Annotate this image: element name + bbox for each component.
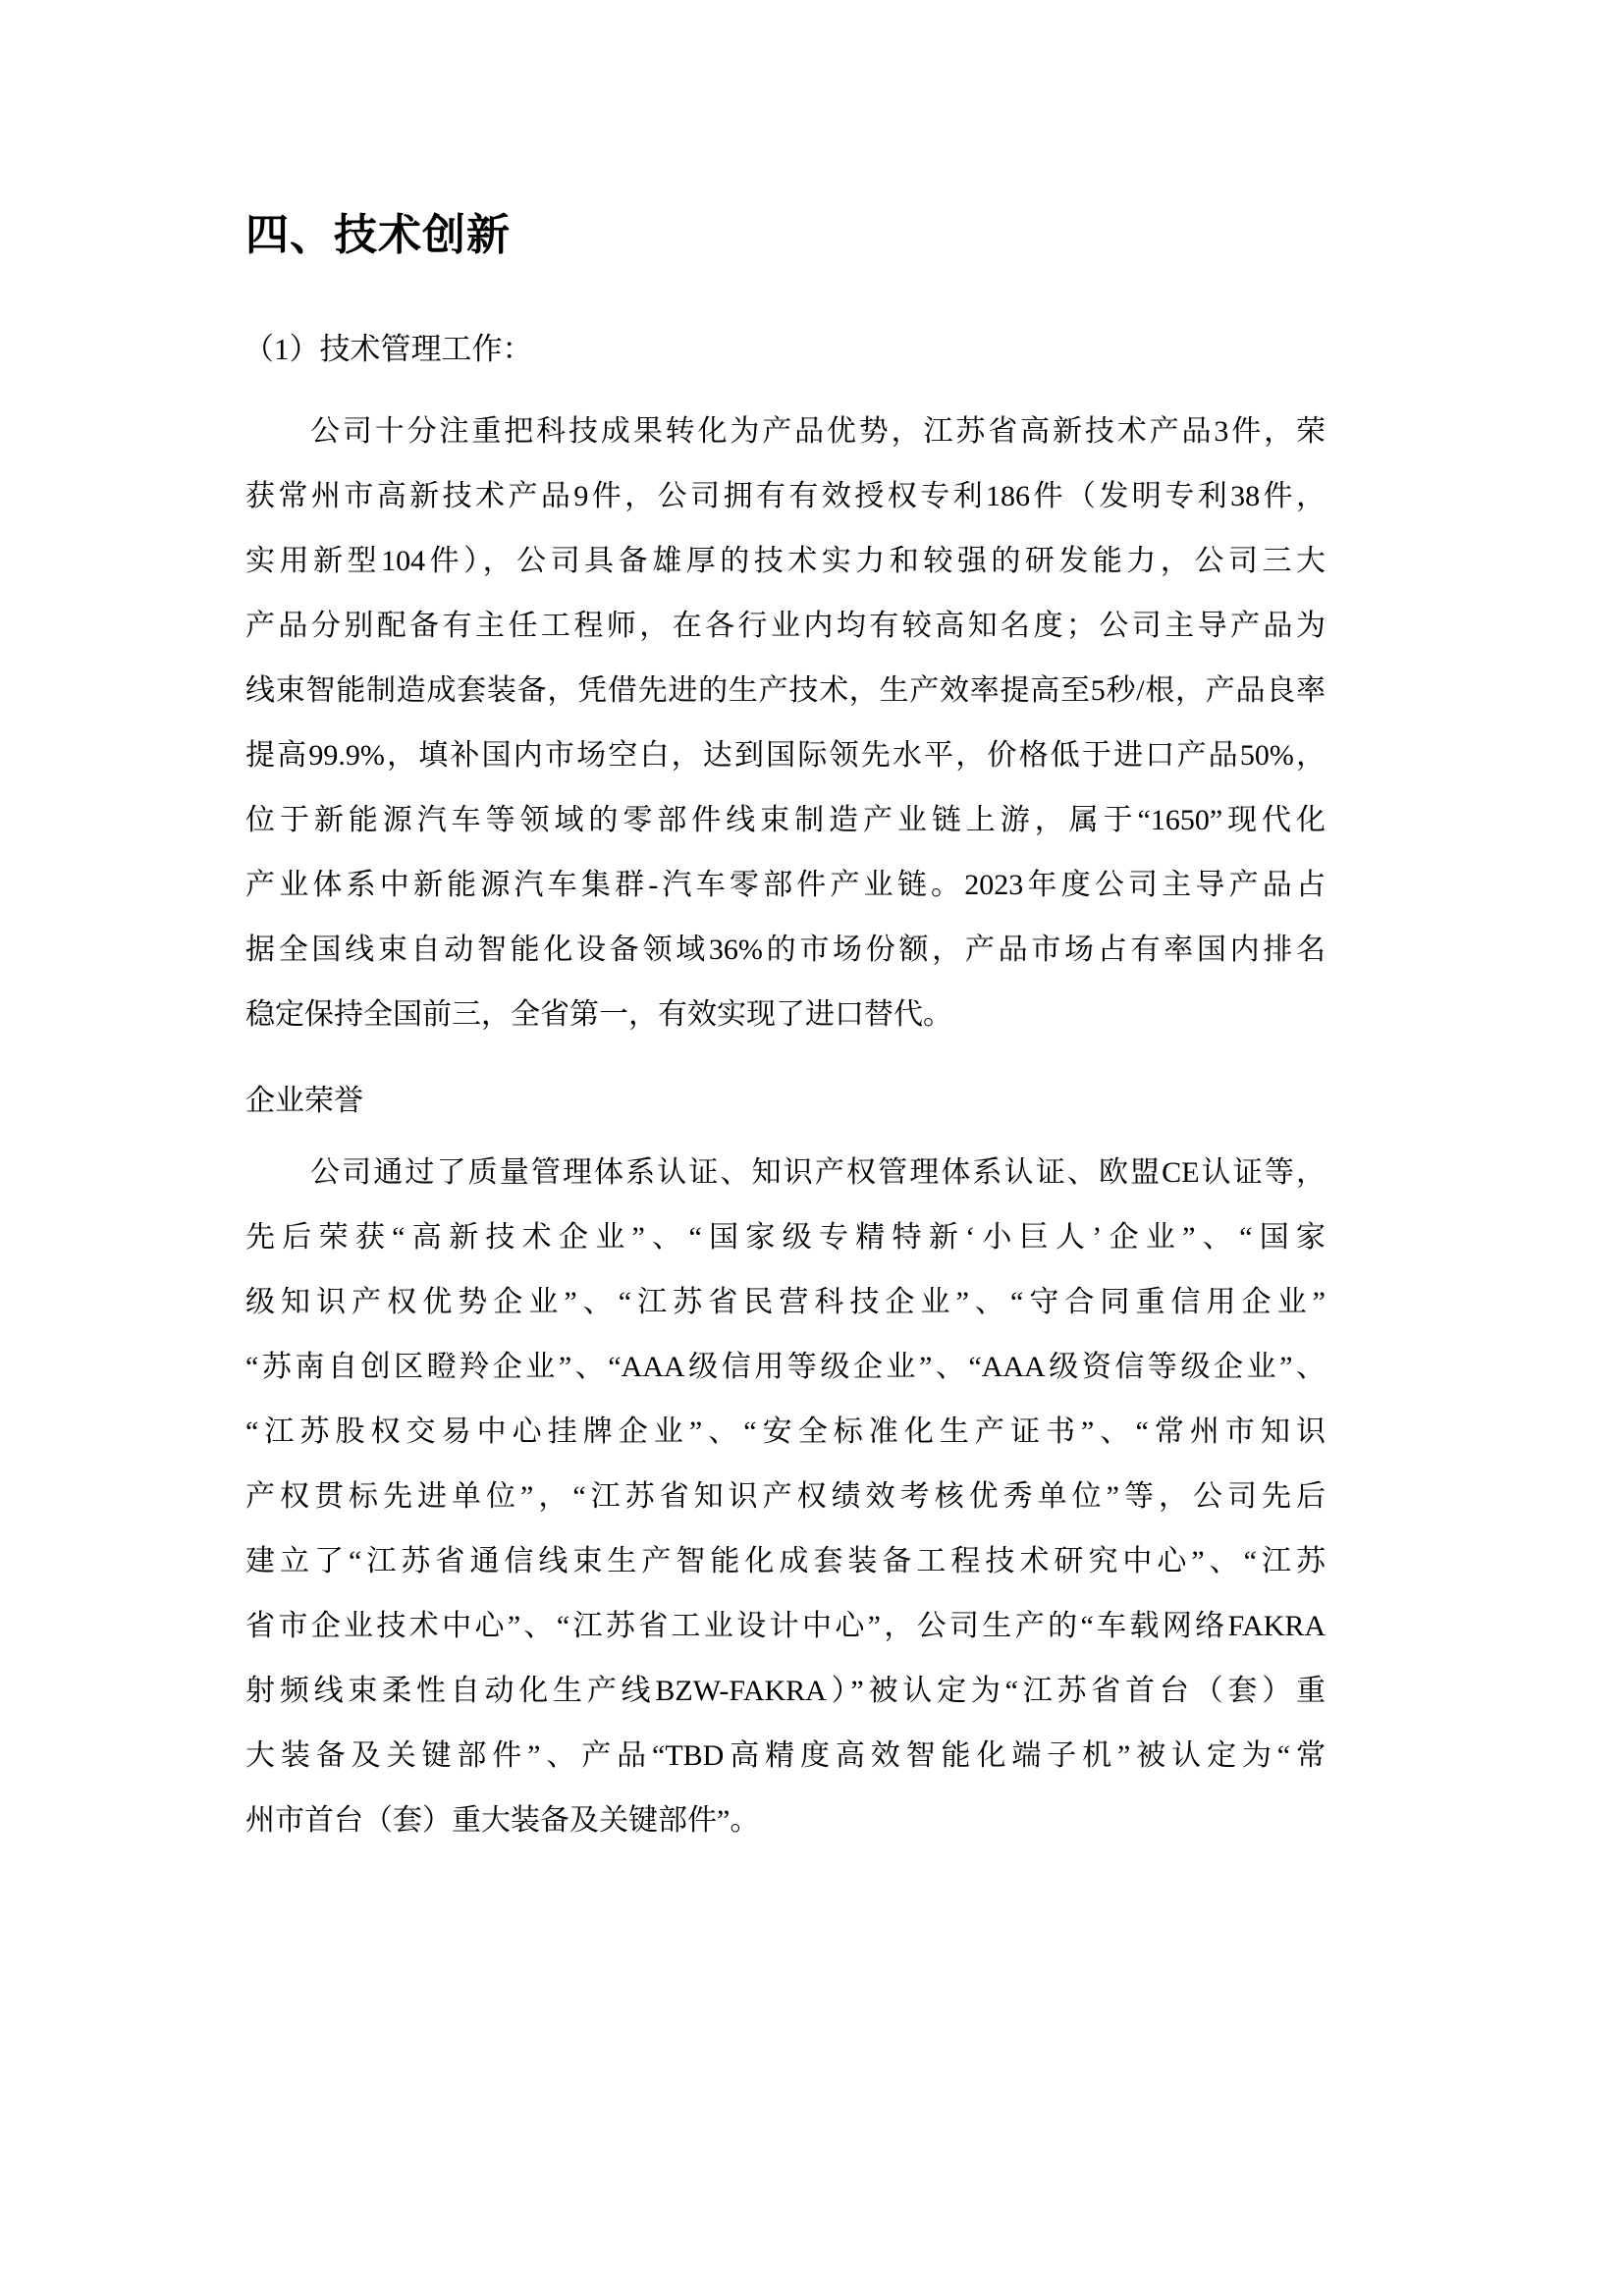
paragraph-line: 稳定保持全国前三，全省第一，有效实现了进口替代。 [245, 998, 952, 1031]
paragraph-line: “江苏股权交易中心挂牌企业”、“安全标准化生产证书”、“常州市知识 [245, 1415, 1326, 1448]
section-heading: 四、技术创新 [245, 211, 511, 259]
paragraph-line: 线束智能制造成套装备，凭借先进的生产技术，生产效率提高至5秒/根，产品良率 [245, 674, 1326, 707]
paragraph-line: 先后荣获“高新技术企业”、“国家级专精特新‘小巨人’企业”、“国家 [245, 1221, 1326, 1254]
paragraph-line: 公司通过了质量管理体系认证、知识产权管理体系认证、欧盟CE认证等， [310, 1156, 1326, 1189]
paragraph-line: 位于新能源汽车等领域的零部件线束制造产业链上游，属于“1650”现代化 [245, 804, 1326, 836]
paragraph-line: 州市首台（套）重大装备及关键部件”。 [245, 1804, 760, 1837]
subsection-title: （1）技术管理工作： [244, 332, 533, 366]
paragraph-line: 射频线束柔性自动化生产线BZW-FAKRA）”被认定为“江苏省首台（套）重 [245, 1675, 1326, 1707]
paragraph-line: 据全国线束自动智能化设备领域36%的市场份额，产品市场占有率国内排名 [245, 934, 1326, 966]
paragraph-line: 级知识产权优势企业”、“江苏省民营科技企业”、“守合同重信用企业” [245, 1286, 1326, 1318]
section-label-honors: 企业荣誉 [245, 1085, 363, 1117]
paragraph-line: “苏南自创区瞪羚企业”、“AAA级信用等级企业”、“AAA级资信等级企业”、 [245, 1351, 1326, 1383]
paragraph-line: 大装备及关键部件”、产品“TBD高精度高效智能化端子机”被认定为“常 [245, 1739, 1326, 1772]
paragraph-line: 公司十分注重把科技成果转化为产品优势，江苏省高新技术产品3件，荣 [310, 415, 1326, 448]
paragraph-line: 产品分别配备有主任工程师，在各行业内均有较高知名度；公司主导产品为 [245, 610, 1326, 642]
paragraph-line: 省市企业技术中心”、“江苏省工业设计中心”，公司生产的“车载网络FAKRA [245, 1610, 1326, 1642]
paragraph-line: 实用新型104件），公司具备雄厚的技术实力和较强的研发能力，公司三大 [245, 545, 1326, 577]
paragraph-line: 提高99.9%，填补国内市场空白，达到国际领先水平，价格低于进口产品50%， [245, 739, 1326, 772]
paragraph-line: 产业体系中新能源汽车集群-汽车零部件产业链。2023年度公司主导产品占 [245, 869, 1326, 901]
paragraph-honors [245, 1141, 1326, 1853]
paragraph-tech-management [245, 400, 1326, 1047]
paragraph-line: 产权贯标先进单位”，“江苏省知识产权绩效考核优秀单位”等，公司先后 [245, 1480, 1326, 1513]
paragraph-line: 获常州市高新技术产品9件，公司拥有有效授权专利186件（发明专利38件， [245, 480, 1326, 512]
paragraph-line: 建立了“江苏省通信线束生产智能化成套装备工程技术研究中心”、“江苏 [245, 1545, 1326, 1577]
